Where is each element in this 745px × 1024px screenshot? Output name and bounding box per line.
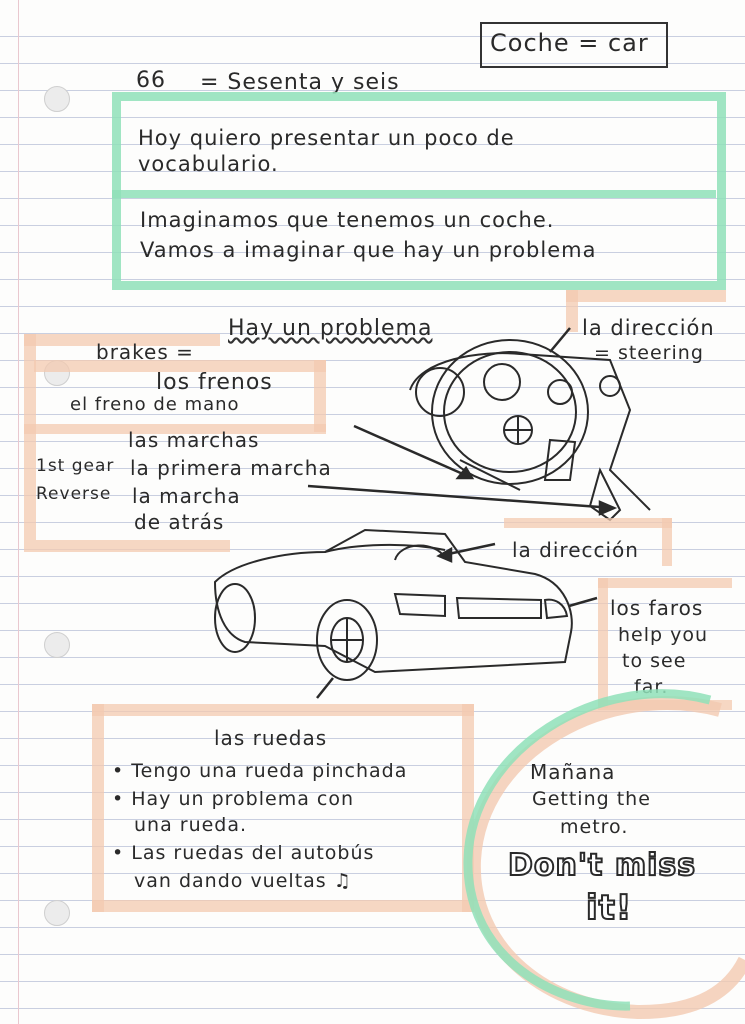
lights-line-1: los faros (610, 596, 704, 620)
wheels-bullet-2: • Hay un problema con (112, 788, 354, 810)
tomorrow-line-1: Mañana (530, 760, 616, 784)
lights-line-4: far. (634, 676, 669, 698)
lights-line-3: to see (622, 650, 687, 672)
gears-title: las marchas (128, 428, 260, 452)
margin-line (18, 0, 19, 1024)
wheels-bullet-3: • Las ruedas del autobús (112, 842, 375, 864)
punch-hole (44, 900, 70, 926)
orange-highlight (598, 578, 608, 708)
reverse-spanish-1: la marcha (132, 484, 241, 508)
intro-line-1: Hoy quiero presentar un poco de (138, 126, 515, 150)
slogan-line-2: it! (586, 888, 633, 928)
intro-line-4: Vamos a imaginar que hay un problema (140, 238, 597, 262)
orange-highlight (92, 900, 474, 912)
title-box-text: Coche = car (490, 29, 649, 57)
orange-highlight (598, 578, 732, 588)
handbrake: el freno de mano (70, 394, 240, 415)
reverse-english: Reverse (36, 484, 112, 504)
tomorrow-line-2: Getting the (532, 788, 651, 810)
wheels-bullet-3-cont: van dando vueltas ♫ (134, 870, 352, 892)
intro-line-3: Imaginamos que tenemos un coche. (140, 208, 555, 232)
steering-label: la dirección (582, 316, 715, 340)
wheels-bullet-2-cont: una rueda. (134, 814, 248, 836)
first-gear-spanish: la primera marcha (130, 456, 332, 480)
intro-divider (112, 190, 716, 198)
brakes-english: brakes = (96, 340, 194, 364)
car-direction-label: la dirección (512, 538, 639, 562)
first-gear-english: 1st gear (36, 456, 115, 476)
intro-line-2: vocabulario. (138, 152, 279, 176)
page-number: 66 (136, 68, 166, 93)
number-in-words: = Sesenta y seis (200, 70, 400, 95)
wheels-bullet-2-text: Hay un problema con (131, 788, 354, 810)
orange-highlight (314, 360, 326, 432)
punch-hole (44, 632, 70, 658)
arrow-to-wheel (317, 678, 333, 698)
slogan-line-1: Don't miss (508, 848, 697, 883)
wheels-bullet-3-text: Las ruedas del autobús (131, 842, 375, 864)
tomorrow-line-3: metro. (560, 816, 629, 838)
dashboard-sketch (400, 330, 660, 530)
wheels-title: las ruedas (214, 726, 328, 750)
orange-highlight (566, 290, 726, 302)
orange-highlight (92, 704, 474, 716)
wheels-bullet-1-text: Tengo una rueda pinchada (131, 760, 408, 782)
orange-highlight (662, 518, 672, 566)
steering-wheel-shape (432, 340, 588, 484)
reverse-spanish-2: de atrás (134, 510, 225, 534)
steering-translation: = steering (594, 342, 704, 364)
punch-hole (44, 86, 70, 112)
heading: Hay un problema (228, 316, 433, 341)
wheels-bullet-1: • Tengo una rueda pinchada (112, 760, 408, 782)
orange-highlight (24, 540, 230, 552)
lights-line-2: help you (618, 624, 709, 646)
car-sketch (205, 522, 585, 702)
orange-highlight (92, 704, 104, 912)
brakes-spanish: los frenos (156, 370, 273, 395)
orange-highlight (566, 290, 578, 332)
